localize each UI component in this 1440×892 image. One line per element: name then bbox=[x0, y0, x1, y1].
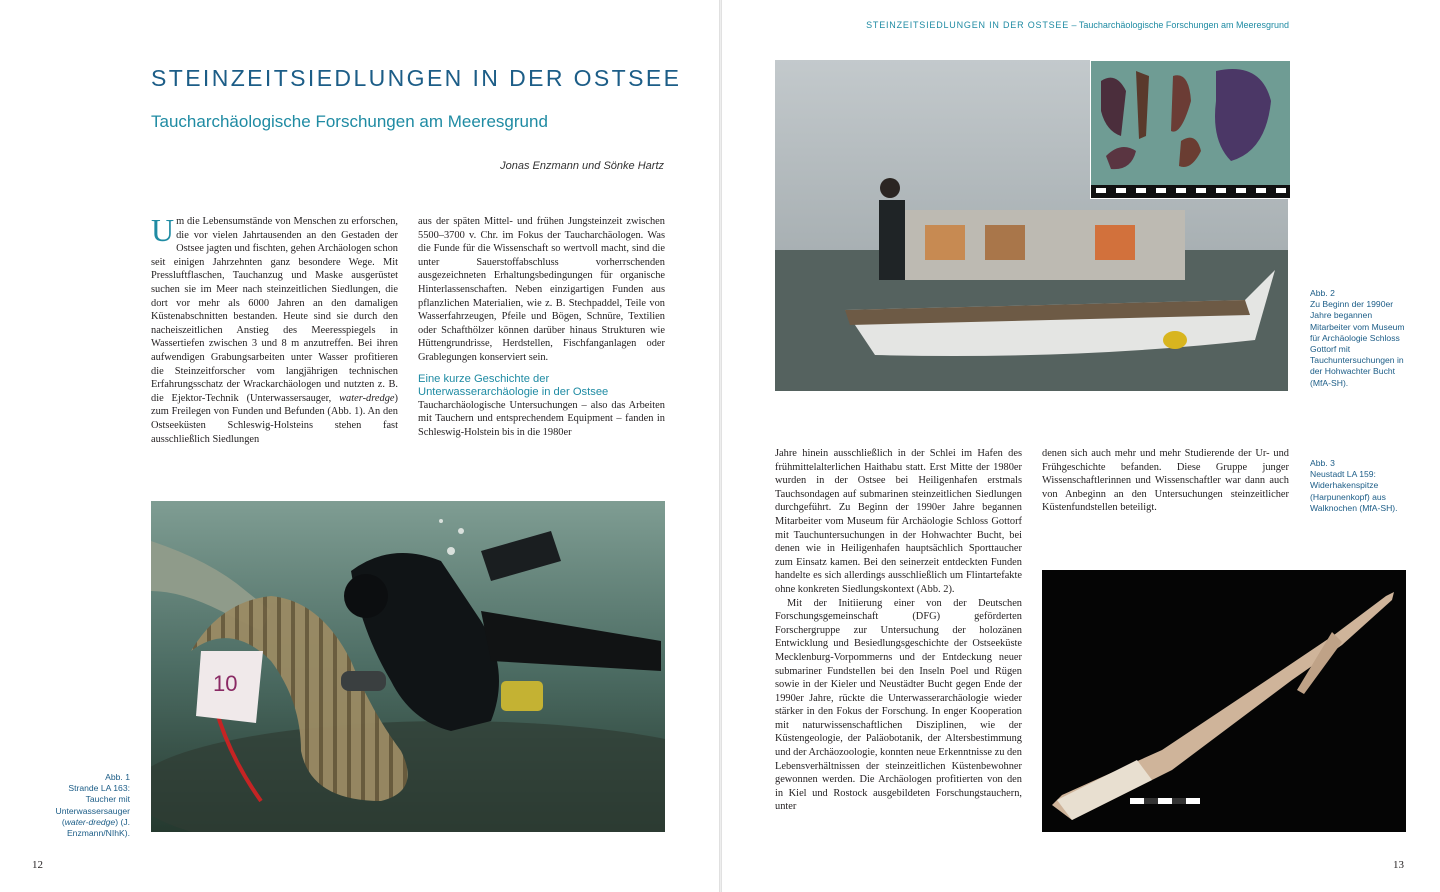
figure-diver-photo bbox=[151, 501, 665, 832]
body-column-1 bbox=[151, 212, 399, 446]
paragraph-col3-b: Mit der Initiierung einer von der Deutschen Forschungsgemeinschaft (DFG) geförderten Forschergruppe zur Untersuchung der holozänen Entwicklung und Besiedlungsgeschichte der Ostseeküste Mecklenburg-Vorpommerns und der Entdeckung neuer submariner Fundstellen bei den Inseln Poel und Rügen sowie in der Kieler und Neustädter Bucht gegen Ende der 1990er Jahre, rückte die Unterwasserarchäologie wieder stärker in den Fokus der Forschung. In enger Kooperation mit naturwissenschaftlichen Disziplinen, wie der Küstengeologie, der Paläobotanik, der Altersbestimmung und der Archäozoologie, konnten neue Erkenntnisse zu den Lebensverhältnissen der steinzeitlichen Küstenbewohner gewonnen werden. Die Archäologen profitierten von den in Kiel und Rostock ausgebildeten Forschungstauchern, unter bbox=[775, 597, 1022, 813]
article-title: STEINZEITSIEDLUNGEN IN DER OSTSEE bbox=[151, 65, 682, 91]
article-authors: Jonas Enzmann und Sönke Hartz bbox=[500, 160, 664, 172]
page-number-right: 13 bbox=[1393, 859, 1404, 871]
figure-harpoon-photo bbox=[1042, 570, 1406, 832]
caption-2-label: Abb. 2 bbox=[1310, 288, 1335, 298]
caption-1-italic: water-dredge bbox=[64, 816, 116, 827]
caption-1-body bbox=[38, 783, 130, 839]
paragraph-col2: aus der späten Mittel- und frühen Jungsteinzeit zwischen 5500–3700 v. Chr. im Fokus der Taucharchäologen. Was die Funde für die Wissenschaft so wertvoll macht, sind die unter Sauerstoffabschluss vorherrschenden ausgezeichneten Erhaltungsbedingungen für organische Hinterlassenschaften. Neben einzigartigen Funden aus pflanzlichen Materialien, wie z. B. Stechpaddel, Teile von Wasserfahrzeugen, Pfeile und Bögen, Schnüre, Textilien oder Schafthölzer können darüber hinaus Strukturen wie Hüttengrundrisse, Herdstellen, Fischfanganlagen oder Grablegungen konserviert sein. bbox=[418, 216, 665, 363]
intro-text: m die Lebensumstände von Menschen zu erforschen, die vor vielen Jahrtausenden an den Gestaden der Ostsee jagten und fischten, gehen Archäologen schon seit einigen Jahrzehnten ganz besondere Wege. Mit Pressluftflaschen, Tauchanzug und Maske ausgerüstet suchen sie im Meer nach steinzeitlichen Siedlungen, die dort vor mehr als 6000 Jahren an den damaligen Küstenabschnitten bestanden. Heute sind sie durch den nacheiszeitlichen Anstieg des Meeresspiegels in Wassertiefen zwischen 3 und 8 m anzutreffen. Bei ihren aufwendigen Grabungsarbeiten unter Wasser profitieren die Steinzeitforscher vom langjährigen technischen Erfahrungsschatz der Wrackarchäologen und nutzten z. B. die Ejektor-Technik (Unterwassersauger, bbox=[151, 216, 399, 404]
intro-italic: water-dredge bbox=[339, 392, 395, 404]
running-head-caps: STEINZEITSIEDLUNGEN IN DER OSTSEE bbox=[866, 20, 1070, 30]
body-column-4 bbox=[1042, 447, 1289, 515]
caption-1-text: Strande LA 163: Taucher mit Unterwassersauger ( bbox=[55, 783, 130, 827]
paragraph-intro bbox=[151, 212, 399, 446]
caption-figure-2 bbox=[1310, 288, 1410, 389]
body-column-3 bbox=[775, 447, 1022, 814]
caption-figure-1 bbox=[38, 772, 130, 839]
article-subtitle: Taucharchäologische Forschungen am Meeresgrund bbox=[151, 112, 548, 131]
intro-text-end: ) zum Freilegen von Funden und Befunden (Abb. 1). An den Ostseeküsten Schleswig-Holsteins stehen fast ausschließlich Siedlungen bbox=[151, 392, 398, 445]
caption-figure-3 bbox=[1310, 458, 1410, 514]
caption-1-text-end: ) (J. Enzmann/NIhK). bbox=[66, 816, 130, 839]
caption-3-label: Abb. 3 bbox=[1310, 458, 1335, 468]
running-head bbox=[866, 20, 1289, 30]
figure-flint-inset bbox=[1090, 60, 1291, 199]
page-number-left: 12 bbox=[32, 859, 43, 871]
drop-cap: U bbox=[151, 212, 175, 248]
caption-2-text: Zu Beginn der 1990er Jahre begannen Mitarbeiter vom Museum für Archäologie Schloss Gottorf mit Tauchuntersuchungen in der Hohwachter Bucht (MfA-SH). bbox=[1310, 299, 1405, 388]
paragraph-col3-a: Jahre hinein ausschließlich in der Schlei im Hafen des frühmittelalterlichen Haithabu statt. Erst Mitte der 1980er wurden in der Ostsee bei Heiligenhafen erstmals Tauchsondagen auf submarinen steinzeitlichen Siedlungen durchgeführt. Zu Beginn der 1990er Jahre begannen Mitarbeiter vom Museum für Archäologie Schloss Gottorf mit Tauchuntersuchungen in der Hohwachter Bucht, bei denen wie in Heiligenhafen hauptsächlich Sporttaucher zum Einsatz kamen. Bei den seinerzeit entdeckten Funden handelte es sich allerdings ausschließlich um Flintartefakte ohne konkreten Siedlungskontext (Abb. 2). bbox=[775, 448, 1022, 595]
running-head-rest: – Taucharchäologische Forschungen am Meeresgrund bbox=[1069, 20, 1289, 30]
svg-text:10: 10 bbox=[213, 671, 238, 696]
paragraph-col2-b: Taucharchäologische Untersuchungen – also das Arbeiten mit Tauchern und entsprechendem Equipment – fanden in Schleswig-Holstein bis in die 1980er bbox=[418, 399, 665, 438]
paragraph-col4: denen sich auch mehr und mehr Studierende der Ur- und Frühgeschichte befanden. Diese Gruppe junger Wissenschaftlerinnen und Wissenschaftler war dann auch von Anbeginn an den Untersuchungen steinzeitlicher Küstenfundstellen beteiligt. bbox=[1042, 448, 1289, 514]
section-subhead: Eine kurze Geschichte der Unterwasserarchäologie in der Ostsee bbox=[418, 372, 609, 398]
caption-1-label: Abb. 1 bbox=[105, 772, 130, 782]
book-gutter bbox=[719, 0, 722, 892]
caption-3-text: Neustadt LA 159: Widerhakenspitze (Harpunenkopf) aus Walknochen (MfA-SH). bbox=[1310, 469, 1398, 513]
body-column-2 bbox=[418, 215, 665, 439]
